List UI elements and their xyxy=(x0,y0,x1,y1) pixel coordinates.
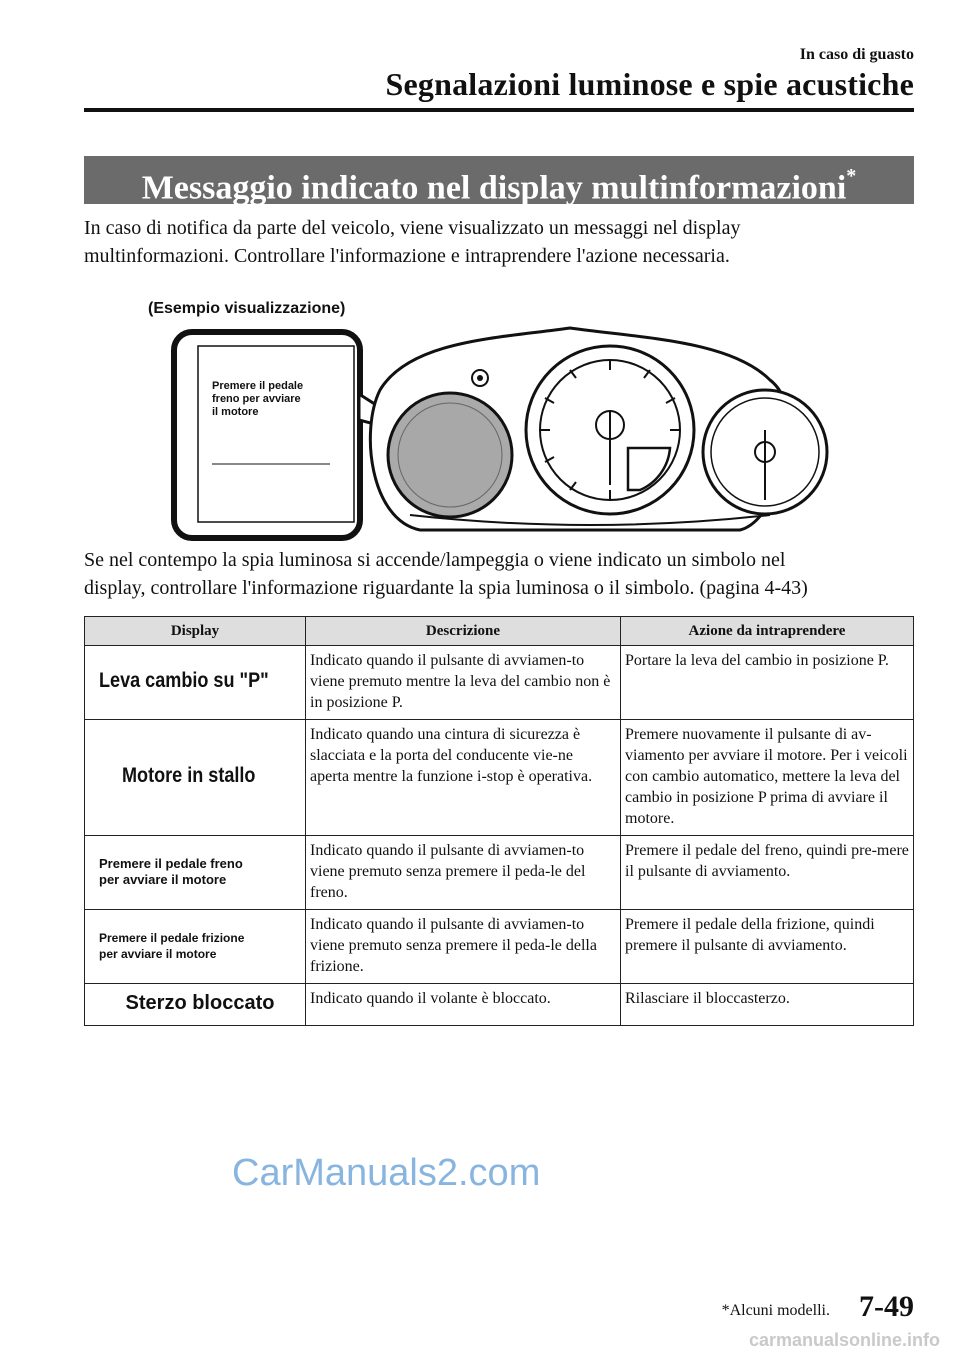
display-cell xyxy=(85,984,306,1026)
display-message: Motore in stallo xyxy=(122,764,256,787)
intro-line-2: multinformazioni. Controllare l'informazione e intraprendere l'azione necessaria. xyxy=(84,245,730,267)
display-message: Leva cambio su "P" xyxy=(99,669,269,692)
col-header-display: Display xyxy=(85,617,306,646)
display-cell xyxy=(85,836,306,910)
intro-paragraph xyxy=(84,214,924,270)
table-row xyxy=(85,984,914,1026)
instrument-cluster-figure xyxy=(170,320,930,550)
table-row xyxy=(85,720,914,836)
footnote: *Alcuni modelli. xyxy=(721,1302,830,1319)
action-cell: Premere nuovamente il pulsante di av-viamento per avviare il motore. Per i veicoli con cambio automatico, mettere la leva del cambio in posizione P prima di avviare il motore. xyxy=(621,720,914,836)
description-cell: Indicato quando il volante è bloccato. xyxy=(306,984,621,1026)
mid-paragraph xyxy=(84,546,924,602)
chapter-title: In caso di guasto xyxy=(799,46,914,63)
display-message: Sterzo bloccato xyxy=(125,992,275,1014)
message-table xyxy=(84,616,914,1026)
banner-asterisk: * xyxy=(846,165,857,187)
section-title: Segnalazioni luminose e spie acustiche xyxy=(385,66,914,102)
display-cell xyxy=(85,910,306,984)
figure-label: (Esempio visualizzazione) xyxy=(148,300,346,317)
display-cell xyxy=(85,646,306,720)
display-message xyxy=(212,380,352,419)
mid-line-2: display, controllare l'informazione riguardante la spia luminosa o il simbolo. (pagina 4-43) xyxy=(84,577,808,599)
display-cell xyxy=(85,720,306,836)
description-cell: Indicato quando il pulsante di avviamen-to viene premuto mentre la leva del cambio non è in posizione P. xyxy=(306,646,621,720)
col-header-action: Azione da intraprendere xyxy=(621,617,914,646)
watermark: CarManuals2.com xyxy=(232,1152,541,1194)
display-line-2: freno per avviare xyxy=(212,393,301,405)
table-row xyxy=(85,646,914,720)
header-rule xyxy=(84,108,914,112)
table-row xyxy=(85,836,914,910)
display-message-line-1: Premere il pedale frizione xyxy=(99,930,245,945)
table-row xyxy=(85,910,914,984)
display-message-line-2: per avviare il motore xyxy=(99,946,217,961)
display-message-line-2: per avviare il motore xyxy=(99,871,227,887)
description-cell: Indicato quando una cintura di sicurezza è slacciata e la porta del conducente vie-ne aperta mentre la funzione i-stop è operativa. xyxy=(306,720,621,836)
instrument-cluster-illustration xyxy=(170,320,930,550)
display-message-line-1: Premere il pedale freno xyxy=(99,855,243,871)
banner-title: Messaggio indicato nel display multinformazioni xyxy=(141,169,847,207)
col-header-description: Descrizione xyxy=(306,617,621,646)
intro-line-1: In caso di notifica da parte del veicolo, viene visualizzato un messaggi nel display xyxy=(84,217,741,239)
page-number: 7-49 xyxy=(859,1290,914,1323)
description-cell: Indicato quando il pulsante di avviamen-to viene premuto senza premere il peda-le della frizione. xyxy=(306,910,621,984)
action-cell: Premere il pedale del freno, quindi pre-mere il pulsante di avviamento. xyxy=(621,836,914,910)
description-cell: Indicato quando il pulsante di avviamen-to viene premuto senza premere il peda-le del freno. xyxy=(306,836,621,910)
section-banner xyxy=(84,156,914,207)
action-cell: Portare la leva del cambio in posizione P. xyxy=(621,646,914,720)
table-header-row xyxy=(85,617,914,646)
mid-line-1: Se nel contempo la spia luminosa si accende/lampeggia o viene indicato un simbolo nel xyxy=(84,549,786,571)
action-cell: Rilasciare il bloccasterzo. xyxy=(621,984,914,1026)
display-line-1: Premere il pedale xyxy=(212,380,304,392)
footer-site: carmanualsonline.info xyxy=(748,1330,940,1350)
display-line-3: il motore xyxy=(212,406,259,418)
action-cell: Premere il pedale della frizione, quindi premere il pulsante di avviamento. xyxy=(621,910,914,984)
